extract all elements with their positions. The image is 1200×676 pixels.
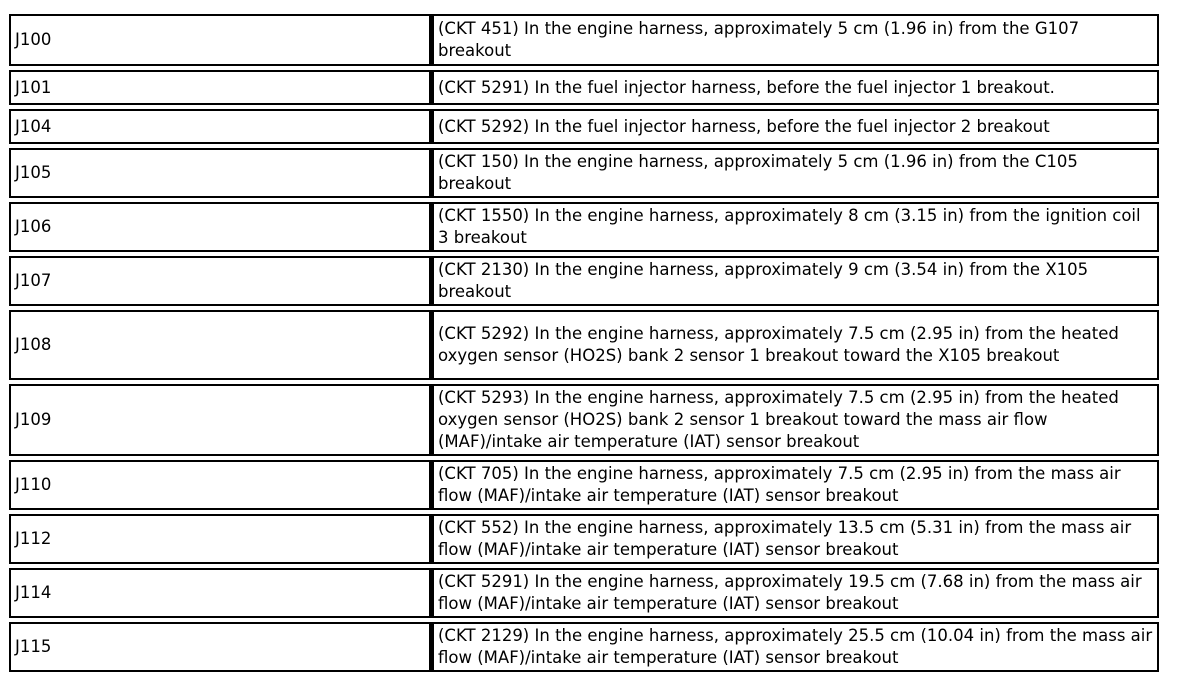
table-row bbox=[9, 70, 1159, 105]
splice-location-cell: (CKT 2129) In the engine harness, approximately 25.5 cm (10.04 in) from the mass air flow (MAF)/intake air temperature (IAT) sensor breakout bbox=[433, 622, 1159, 672]
table-row bbox=[9, 202, 1159, 252]
splice-id-cell: J114 bbox=[9, 568, 433, 618]
splice-location-cell: (CKT 5292) In the engine harness, approximately 7.5 cm (2.95 in) from the heated oxygen sensor (HO2S) bank 2 sensor 1 breakout toward the X105 breakout bbox=[433, 310, 1159, 380]
table-row bbox=[9, 256, 1159, 306]
splice-id-cell: J105 bbox=[9, 148, 433, 198]
splice-location-cell: (CKT 150) In the engine harness, approximately 5 cm (1.96 in) from the C105 breakout bbox=[433, 148, 1159, 198]
splice-location-cell: (CKT 5293) In the engine harness, approximately 7.5 cm (2.95 in) from the heated oxygen sensor (HO2S) bank 2 sensor 1 breakout toward the mass air flow (MAF)/intake air temperature (IAT) sensor breakout bbox=[433, 384, 1159, 456]
splice-id-cell: J115 bbox=[9, 622, 433, 672]
splice-location-cell: (CKT 705) In the engine harness, approximately 7.5 cm (2.95 in) from the mass air flow (MAF)/intake air temperature (IAT) sensor breakout bbox=[433, 460, 1159, 510]
splice-id-cell: J109 bbox=[9, 384, 433, 456]
splice-id-cell: J100 bbox=[9, 14, 433, 66]
table-row bbox=[9, 568, 1159, 618]
table-row bbox=[9, 460, 1159, 510]
splice-id-cell: J101 bbox=[9, 70, 433, 105]
table-row bbox=[9, 622, 1159, 672]
splice-location-cell: (CKT 1550) In the engine harness, approximately 8 cm (3.15 in) from the ignition coil 3 breakout bbox=[433, 202, 1159, 252]
table-body bbox=[9, 14, 1159, 672]
splice-location-cell: (CKT 552) In the engine harness, approximately 13.5 cm (5.31 in) from the mass air flow (MAF)/intake air temperature (IAT) sensor breakout bbox=[433, 514, 1159, 564]
splice-id-cell: J104 bbox=[9, 109, 433, 144]
splice-location-cell: (CKT 5291) In the fuel injector harness, before the fuel injector 1 breakout. bbox=[433, 70, 1159, 105]
splice-id-cell: J110 bbox=[9, 460, 433, 510]
table-row bbox=[9, 310, 1159, 380]
splice-location-table bbox=[9, 10, 1159, 676]
splice-id-cell: J112 bbox=[9, 514, 433, 564]
table-row bbox=[9, 384, 1159, 456]
splice-id-cell: J107 bbox=[9, 256, 433, 306]
splice-id-cell: J108 bbox=[9, 310, 433, 380]
table-row bbox=[9, 514, 1159, 564]
splice-location-cell: (CKT 5291) In the engine harness, approximately 19.5 cm (7.68 in) from the mass air flow (MAF)/intake air temperature (IAT) sensor breakout bbox=[433, 568, 1159, 618]
splice-id-cell: J106 bbox=[9, 202, 433, 252]
table-row bbox=[9, 109, 1159, 144]
splice-location-cell: (CKT 2130) In the engine harness, approximately 9 cm (3.54 in) from the X105 breakout bbox=[433, 256, 1159, 306]
splice-location-cell: (CKT 5292) In the fuel injector harness, before the fuel injector 2 breakout bbox=[433, 109, 1159, 144]
splice-location-cell: (CKT 451) In the engine harness, approximately 5 cm (1.96 in) from the G107 breakout bbox=[433, 14, 1159, 66]
table-row bbox=[9, 148, 1159, 198]
table-row bbox=[9, 14, 1159, 66]
